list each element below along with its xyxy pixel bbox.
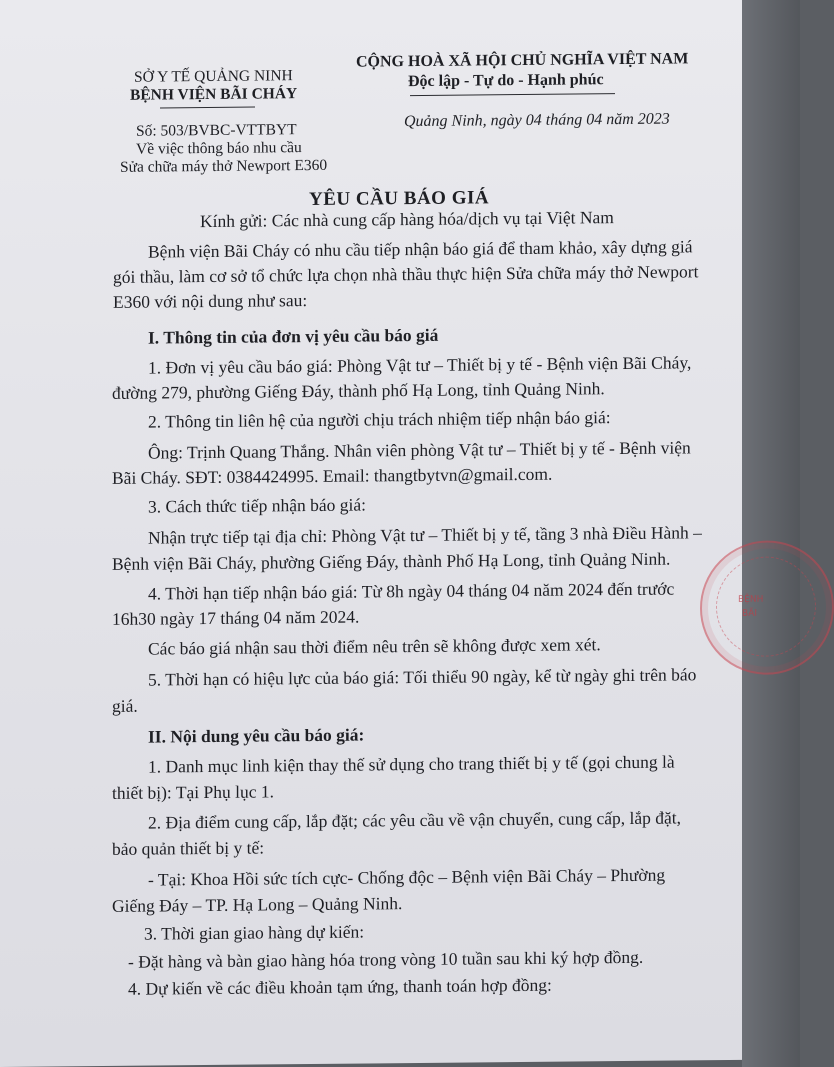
section-1-line: 4. Thời hạn tiếp nhận báo giá: Từ 8h ngày 04 tháng 04 năm 2024 đến trước bbox=[148, 578, 675, 604]
subject-line-1: Về việc thông báo nhu cầu bbox=[136, 139, 302, 158]
section-2-line: thiết bị): Tại Phụ lục 1. bbox=[112, 781, 275, 803]
section-2-line: 3. Thời gian giao hàng dự kiến: bbox=[144, 921, 365, 944]
section-2-line: Giếng Đáy – TP. Hạ Long – Quảng Ninh. bbox=[112, 893, 403, 916]
section-2-line: - Tại: Khoa Hồi sức tích cực- Chống độc – Bệnh viện Bãi Cháy – Phường bbox=[148, 864, 666, 890]
hospital-name: BỆNH VIỆN BÃI CHÁY bbox=[130, 85, 298, 104]
background-edge bbox=[742, 0, 800, 1067]
stamp-text: BÃI bbox=[742, 608, 757, 619]
section-1-line: Nhận trực tiếp tại địa chỉ: Phòng Vật tư – Thiết bị y tế, tầng 3 nhà Điều Hành – bbox=[148, 522, 702, 548]
section-1-line: Bệnh viện Bãi Cháy, phường Giếng Đáy, thành Phố Hạ Long, tỉnh Quảng Ninh. bbox=[112, 548, 671, 574]
intro-line-2: gói thầu, làm cơ sở tổ chức lựa chọn nhà thầu thực hiện Sửa chữa máy thở Newport bbox=[113, 261, 699, 287]
section-2-line: 2. Địa điểm cung cấp, lắp đặt; các yêu cầu về vận chuyển, cung cấp, lắp đặt, bbox=[148, 807, 682, 833]
section-1-line: Các báo giá nhận sau thời điểm nêu trên sẽ không được xem xét. bbox=[148, 634, 601, 659]
national-motto: Độc lập - Tự do - Hạnh phúc bbox=[408, 71, 604, 91]
section-1-line: 1. Đơn vị yêu cầu báo giá: Phòng Vật tư – Thiết bị y tế - Bệnh viện Bãi Cháy, bbox=[148, 352, 692, 378]
section-2-line: 1. Danh mục linh kiện thay thế sử dụng cho trang thiết bị y tế (gọi chung là bbox=[148, 751, 675, 777]
section-2-line: 4. Dự kiến về các điều khoản tạm ứng, thanh toán hợp đồng: bbox=[128, 974, 552, 999]
nation-title: CỘNG HOÀ XÃ HỘI CHỦ NGHĨA VIỆT NAM bbox=[356, 50, 689, 71]
stamp-text: BỆNH bbox=[738, 594, 764, 605]
intro-line-1: Bệnh viện Bãi Cháy có nhu cầu tiếp nhận báo giá để tham khảo, xây dựng giá bbox=[148, 236, 693, 262]
intro-line-3: E360 với nội dung như sau: bbox=[113, 290, 308, 312]
section-1-line: 3. Cách thức tiếp nhận báo giá: bbox=[148, 494, 366, 517]
hospital-stamp bbox=[700, 540, 834, 675]
section-1-line: giá. bbox=[112, 695, 138, 716]
section-1-line: 16h30 ngày 17 tháng 04 năm 2024. bbox=[112, 606, 360, 629]
hospital-underline bbox=[160, 107, 255, 109]
section-2-heading: II. Nội dung yêu cầu báo giá: bbox=[148, 724, 365, 747]
section-1-line: 2. Thông tin liên hệ của người chịu trách nhiệm tiếp nhận báo giá: bbox=[148, 407, 611, 432]
addressee-line: Kính gửi: Các nhà cung cấp hàng hóa/dịch vụ tại Việt Nam bbox=[200, 207, 614, 232]
section-1-line: đường 279, phường Giếng Đáy, thành phố Hạ Long, tỉnh Quảng Ninh. bbox=[112, 378, 605, 403]
section-1-line: Bãi Cháy. SĐT: 0384424995. Email: thangtbytvn@gmail.com. bbox=[112, 463, 553, 488]
motto-underline bbox=[410, 93, 615, 96]
issue-date: Quảng Ninh, ngày 04 tháng 04 năm 2023 bbox=[404, 110, 670, 131]
section-2-line: - Đặt hàng và bàn giao hàng hóa trong vòng 10 tuần sau khi ký hợp đồng. bbox=[128, 946, 644, 972]
document-number: Số: 503/BVBC-VTTBYT bbox=[136, 121, 297, 140]
document-title: YÊU CẦU BÁO GIÁ bbox=[309, 187, 490, 211]
stamp-ring bbox=[716, 556, 816, 657]
section-1-heading: I. Thông tin của đơn vị yêu cầu báo giá bbox=[148, 324, 439, 348]
dept-name: SỞ Y TẾ QUẢNG NINH bbox=[134, 67, 293, 86]
subject-line-2: Sửa chữa máy thở Newport E360 bbox=[120, 156, 328, 176]
section-1-line: 5. Thời hạn có hiệu lực của báo giá: Tối thiểu 90 ngày, kể từ ngày ghi trên báo bbox=[148, 664, 697, 690]
section-1-line: Ông: Trịnh Quang Thắng. Nhân viên phòng Vật tư – Thiết bị y tế - Bệnh viện bbox=[148, 437, 691, 463]
section-2-line: bảo quản thiết bị y tế: bbox=[112, 837, 265, 859]
